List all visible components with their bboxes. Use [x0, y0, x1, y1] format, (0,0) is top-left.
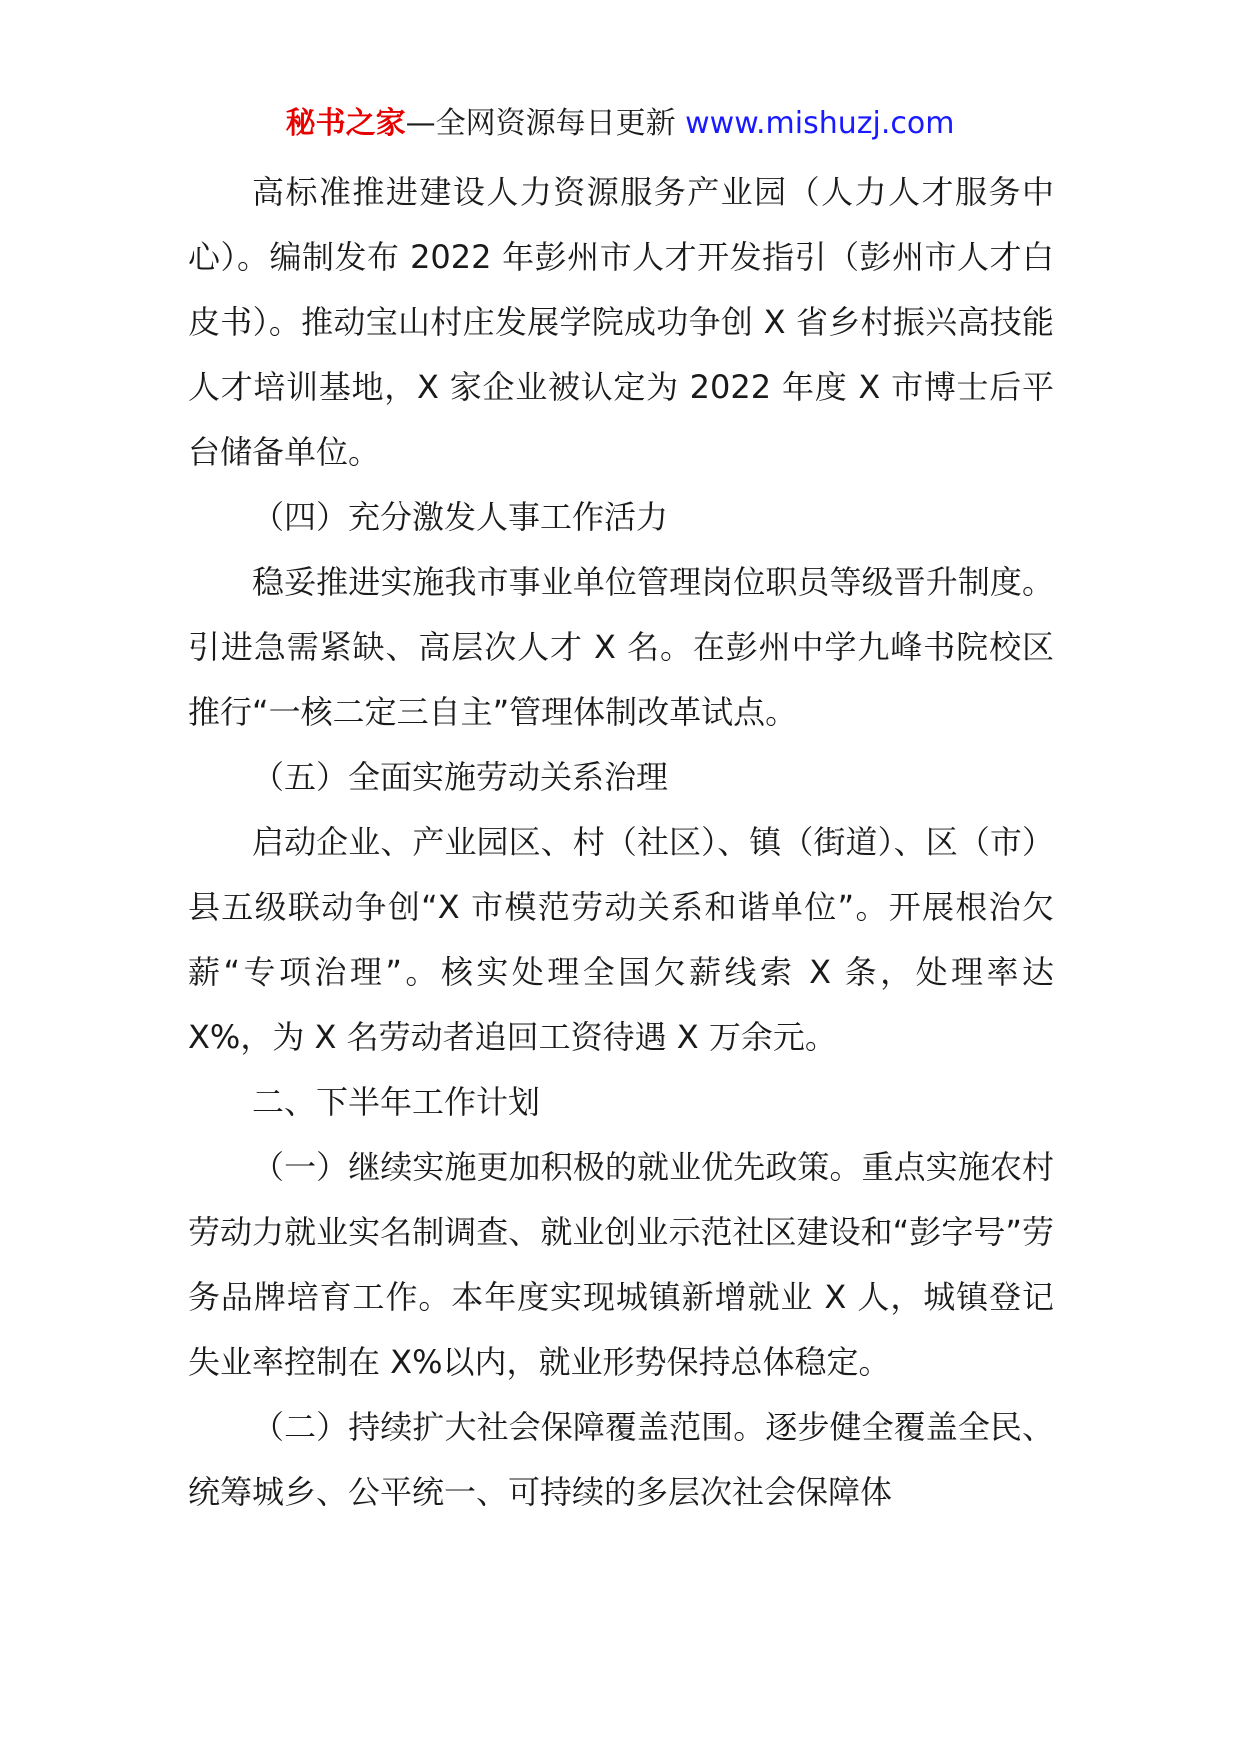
paragraph: （一）继续实施更加积极的就业优先政策。重点实施农村劳动力就业实名制调查、就业创业示范社区建设和“彭字号”劳务品牌培育工作。本年度实现城镇新增就业 X 人，城镇登记失业率控制在 X%以内，就业形势保持总体稳定。 [188, 1148, 1054, 1381]
page-header [0, 104, 1240, 144]
brand-name: 秘书之家 [285, 106, 406, 141]
document-body [188, 160, 1054, 1525]
section-heading: （五）全面实施劳动关系治理 [252, 758, 669, 796]
paragraph: （二）持续扩大社会保障覆盖范围。逐步健全覆盖全民、统筹城乡、公平统一、可持续的多层次社会保障体 [188, 1408, 1054, 1511]
paragraph: 稳妥推进实施我市事业单位管理岗位职员等级晋升制度。引进急需紧缺、高层次人才 X 名。在彭州中学九峰书院校区推行“一核二定三自主”管理体制改革试点。 [188, 563, 1054, 731]
section-heading: （四）充分激发人事工作活力 [252, 498, 669, 536]
section-heading: 二、下半年工作计划 [252, 1083, 541, 1121]
website-link[interactable]: www.mishuzj.com [685, 106, 955, 141]
paragraph: 启动企业、产业园区、村（社区）、镇（街道）、区（市）县五级联动争创“X 市模范劳动关系和谐单位”。开展根治欠薪“专项治理”。核实处理全国欠薪线索 X 条，处理率达 X%，为 X 名劳动者追回工资待遇 X 万余元。 [188, 823, 1054, 1056]
paragraph: 高标准推进建设人力资源服务产业园（人力人才服务中心）。编制发布 2022 年彭州市人才开发指引（彭州市人才白皮书）。推动宝山村庄发展学院成功争创 X 省乡村振兴高技能人才培训基地，X 家企业被认定为 2022 年度 X 市博士后平台储备单位。 [188, 173, 1054, 471]
header-tagline: —全网资源每日更新 [405, 106, 686, 141]
